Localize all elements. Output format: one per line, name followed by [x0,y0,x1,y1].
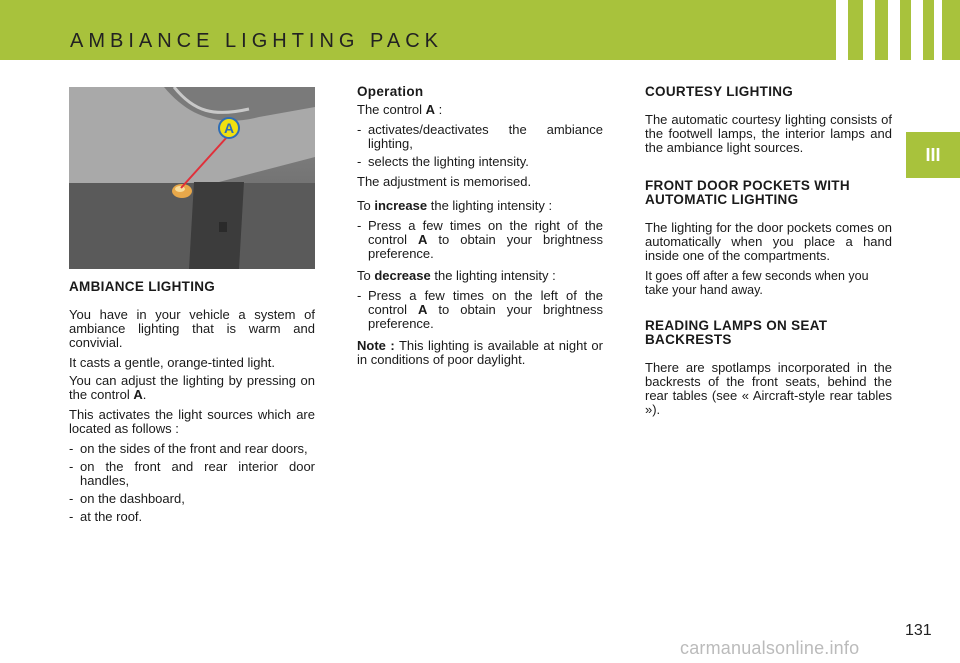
control-photo [69,87,315,269]
header-stripe [863,0,875,60]
section-heading: Operation [357,84,424,99]
header-bar [0,0,960,60]
list-item: - on the dashboard, [69,492,315,506]
header-stripe [934,0,942,60]
paragraph: To increase the lighting intensity : [357,198,553,213]
location-list [69,442,315,524]
list-item: - at the roof. [69,510,315,524]
decrease-list [357,289,603,331]
list-item: - activates/deactivates the ambiance lighting, [357,123,603,151]
paragraph: The control A : [357,102,443,117]
paragraph: This activates the light sources which are located as follows : [69,407,315,436]
paragraph: To decrease the lighting intensity : [357,268,556,283]
section-heading: AMBIANCE LIGHTING [69,279,216,294]
paragraph: The automatic courtesy lighting consists of the footwell lamps, the interior lamps and the ambiance light sources. [645,112,892,155]
list-item: - on the sides of the front and rear doors, [69,442,315,456]
column-ambiance-lighting [69,280,315,530]
marker-a-label: A [223,120,235,136]
list-item: - Press a few times on the right of the control A to obtain your brightness preference. [357,219,603,261]
list-item: - selects the lighting intensity. [357,155,603,169]
section-heading: READING LAMPS ON SEAT BACKRESTS [645,318,828,347]
header-stripe [911,0,923,60]
paragraph: The lighting for the door pockets comes on automatically when you place a hand inside one of the compartments. [645,220,892,263]
header-stripe [836,0,848,60]
paragraph: It casts a gentle, orange-tinted light. [69,355,275,370]
page-title: AMBIANCE LIGHTING PACK [70,30,444,52]
increase-list [357,219,603,261]
list-item: - on the front and rear interior door handles, [69,460,315,488]
section-heading: COURTESY LIGHTING [645,84,794,99]
page-number: 131 [905,622,932,639]
paragraph: You can adjust the lighting by pressing on the control A. [69,373,315,402]
paragraph: There are spotlamps incorporated in the backrests of the front seats, behind the rear tables (see « Aircraft-style rear tables »). [645,360,892,417]
paragraph: The adjustment is memorised. [357,174,532,189]
paragraph: It goes off after a few seconds when you take your hand away. [645,269,869,297]
list-item: - Press a few times on the left of the control A to obtain your brightness preference. [357,289,603,331]
note-paragraph: Note : This lighting is available at night or in conditions of poor daylight. [357,338,603,367]
column-operation [357,85,603,373]
paragraph: You have in your vehicle a system of ambiance lighting that is warm and convivial. [69,307,315,350]
control-functions-list [357,123,603,169]
section-heading: FRONT DOOR POCKETS WITH AUTOMATIC LIGHTING [645,178,850,207]
watermark: carmanualsonline.info [680,638,860,658]
chapter-tab[interactable]: III [906,132,960,178]
header-stripe [888,0,900,60]
column-courtesy-lighting [645,85,892,423]
